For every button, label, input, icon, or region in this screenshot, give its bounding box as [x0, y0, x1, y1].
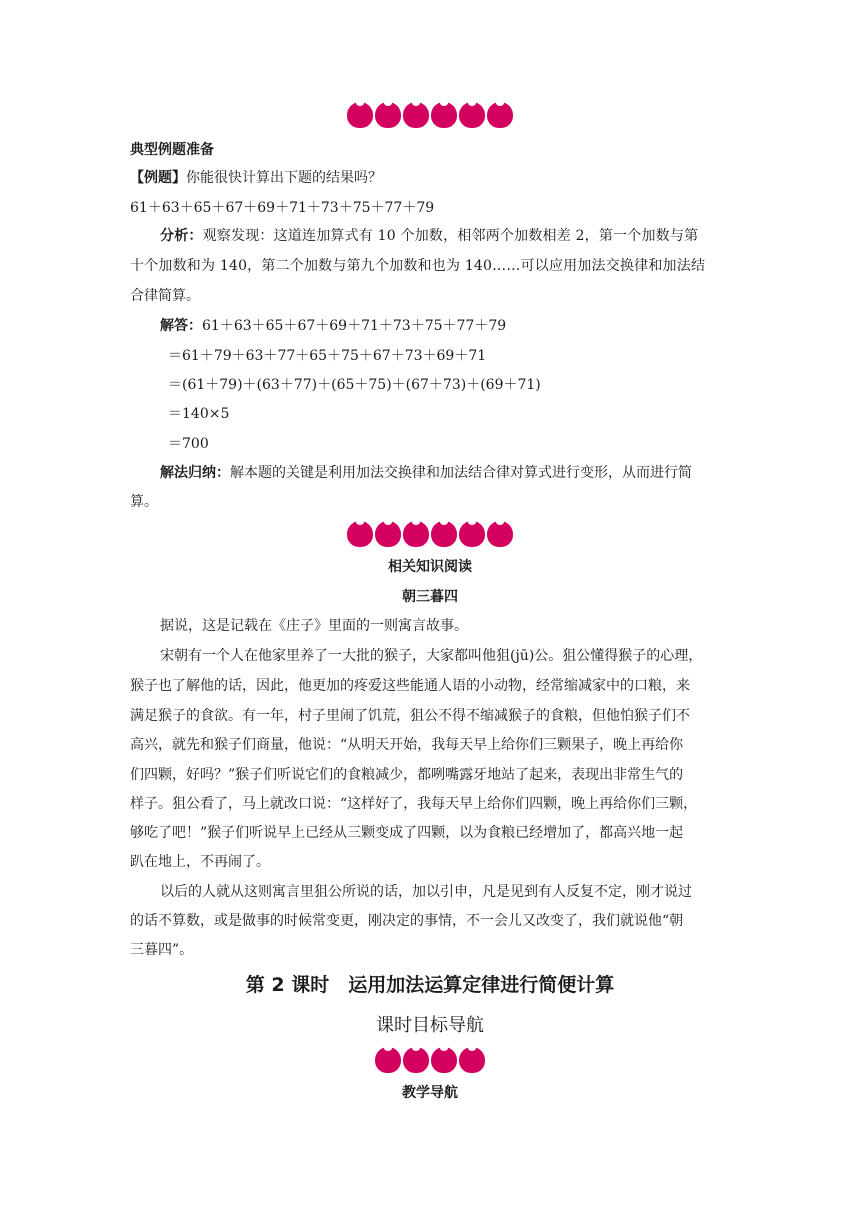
story-line-10: 以后的人就从这则寓言里狙公所说的话，加以引申，凡是见到有人反复不定，刚才说过 — [160, 884, 692, 900]
dot-icon — [347, 102, 373, 128]
dot-icon — [375, 521, 401, 547]
story-line-3: 猴子也了解他的话，因此，他更加的疼爱这些能通人语的小动物，经常缩减家中的口粮，来 — [130, 678, 690, 694]
example-header: 典型例题准备 — [130, 142, 214, 158]
story-title: 朝三暮四 — [402, 589, 458, 605]
summary-text-1: 解本题的关键是利用加法交换律和加法结合律对算式进行变形，从而进行简 — [230, 465, 692, 481]
summary-line-1 — [160, 463, 760, 483]
dot-icon — [375, 102, 401, 128]
analysis-text-1: 观察发现：这道连加算式有 10 个加数，相邻两个加数相差 2，第一个加数与第 — [202, 228, 699, 244]
decorative-dots-3 — [0, 1047, 860, 1073]
story-line-11: 的话不算数，或是做事的时候常变更，刚决定的事情，不一会儿又改变了，我们就说他“朝 — [130, 913, 684, 929]
story-line-4: 满足猴子的食欲。有一年，村子里闹了饥荒，狙公不得不缩减猴子的食粮，但他怕猴子们不 — [130, 708, 690, 724]
summary-label: 解法归纳： — [160, 465, 230, 481]
example-label: 【例题】 — [130, 170, 186, 186]
dot-icon — [431, 521, 457, 547]
answer-line-3: ＝(61＋79)＋(63＋77)＋(65＋75)＋(67＋73)＋(69＋71) — [168, 377, 541, 393]
analysis-label: 分析： — [160, 228, 203, 244]
answer-line-4: ＝140×5 — [168, 406, 230, 422]
dot-icon — [403, 521, 429, 547]
reading-header: 相关知识阅读 — [388, 559, 472, 575]
story-line-7: 样子。狙公看了，马上就改口说：“这样好了，我每天早上给你们四颗，晚上再给你们三颗， — [130, 796, 698, 812]
dot-icon — [459, 521, 485, 547]
answer-text-1: 61＋63＋65＋67＋69＋71＋73＋75＋77＋79 — [202, 318, 507, 334]
example-question — [130, 168, 730, 188]
story-line-12: 三暮四”。 — [130, 942, 194, 958]
answer-line-2: ＝61＋79＋63＋77＋65＋75＋67＋73＋69＋71 — [168, 348, 487, 364]
story-line-2: 宋朝有一个人在他家里养了一大批的猴子，大家都叫他狙(jū)公。狙公懂得猴子的心理， — [160, 648, 703, 664]
dot-icon — [459, 1047, 485, 1073]
example-question-text: 你能很快计算出下题的结果吗？ — [186, 170, 382, 186]
analysis-line-2: 十个加数和为 140，第二个加数与第九个加数和也为 140……可以应用加法交换律和加法结 — [130, 258, 706, 274]
answer-line-5: ＝700 — [168, 436, 209, 452]
lesson-subtitle: 课时目标导航 — [376, 1015, 484, 1036]
lesson-title: 第 2 课时 运用加法运算定律进行简便计算 — [245, 974, 615, 996]
dot-icon — [431, 1047, 457, 1073]
story-line-9: 趴在地上，不再闹了。 — [130, 854, 270, 870]
story-line-5: 高兴，就先和猴子们商量，他说：“从明天开始，我每天早上给你们三颗果子，晚上再给你 — [130, 737, 684, 753]
dot-icon — [487, 102, 513, 128]
decorative-dots-1 — [0, 102, 860, 128]
story-line-6: 们四颗，好吗？”猴子们听说它们的食粮减少，都咧嘴露牙地站了起来，表现出非常生气的 — [130, 767, 684, 783]
teaching-header: 教学导航 — [402, 1085, 458, 1101]
answer-label: 解答： — [160, 318, 202, 334]
answer-line-1 — [160, 316, 760, 336]
dot-icon — [403, 1047, 429, 1073]
dot-icon — [347, 521, 373, 547]
story-line-8: 够吃了吧！”猴子们听说早上已经从三颗变成了四颗，以为食粮已经增加了，都高兴地一起 — [130, 825, 684, 841]
example-expression: 61＋63＋65＋67＋69＋71＋73＋75＋77＋79 — [130, 200, 435, 216]
decorative-dots-2 — [0, 521, 860, 547]
dot-icon — [375, 1047, 401, 1073]
dot-icon — [459, 102, 485, 128]
dot-icon — [487, 521, 513, 547]
analysis-line-3: 合律简算。 — [130, 288, 200, 304]
story-line-1: 据说，这是记载在《庄子》里面的一则寓言故事。 — [160, 618, 468, 634]
analysis-line-1 — [160, 226, 760, 246]
summary-line-2: 算。 — [130, 494, 158, 510]
dot-icon — [431, 102, 457, 128]
dot-icon — [403, 102, 429, 128]
